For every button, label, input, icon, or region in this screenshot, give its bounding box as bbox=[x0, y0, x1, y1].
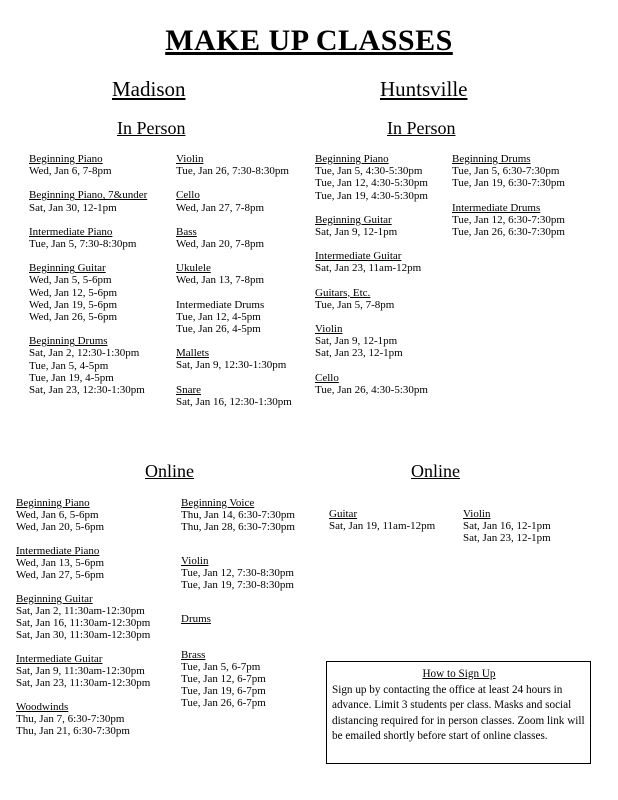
class-time: Sat, Jan 16, 12-1pm bbox=[463, 520, 551, 532]
class-time: Tue, Jan 26, 6-7pm bbox=[181, 697, 266, 709]
class-time: Sat, Jan 16, 11:30am-12:30pm bbox=[16, 617, 151, 629]
class-name: Beginning Guitar bbox=[16, 593, 93, 605]
huntsville-online-right bbox=[463, 508, 593, 556]
huntsville-in-person-left bbox=[315, 153, 450, 408]
class-time: Sat, Jan 9, 11:30am-12:30pm bbox=[16, 665, 145, 677]
class-name: Cello bbox=[315, 371, 339, 384]
schedule-block bbox=[463, 508, 593, 544]
class-time: Sat, Jan 9, 12:30-1:30pm bbox=[176, 359, 287, 372]
class-time: Wed, Jan 27, 5-6pm bbox=[16, 569, 105, 581]
class-time: Thu, Jan 28, 6:30-7:30pm bbox=[181, 521, 295, 533]
class-name: Violin bbox=[176, 153, 204, 165]
class-time: Sat, Jan 23, 12-1pm bbox=[315, 347, 403, 360]
class-time: Sat, Jan 9, 12-1pm bbox=[315, 335, 398, 348]
class-name: Guitar bbox=[329, 508, 358, 520]
huntsville-in-person-right bbox=[452, 153, 592, 250]
class-time: Tue, Jan 26, 7:30-8:30pm bbox=[176, 165, 289, 178]
class-name: Intermediate Piano bbox=[29, 225, 113, 238]
madison-online-left bbox=[16, 497, 171, 749]
class-time: Tue, Jan 12, 6:30-7:30pm bbox=[452, 213, 565, 226]
class-time: Wed, Jan 20, 5-6pm bbox=[16, 521, 105, 533]
schedule-block bbox=[16, 497, 171, 533]
class-name: Bass bbox=[176, 225, 197, 238]
class-time: Tue, Jan 5, 7:30-8:30pm bbox=[29, 238, 137, 251]
madison-in-person-left bbox=[29, 153, 169, 408]
class-time: Tue, Jan 12, 6-7pm bbox=[181, 673, 266, 685]
class-name: Intermediate Drums bbox=[452, 201, 541, 214]
class-time: Tue, Jan 5, 7-8pm bbox=[315, 298, 395, 311]
class-time: Tue, Jan 26, 4:30-5:30pm bbox=[315, 383, 428, 396]
schedule-block bbox=[176, 384, 311, 408]
class-time: Tue, Jan 12, 4-5pm bbox=[176, 310, 261, 323]
class-name: Woodwinds bbox=[16, 701, 69, 713]
schedule-block bbox=[315, 250, 450, 274]
schedule-block bbox=[181, 497, 321, 533]
madison-in-person-right bbox=[176, 153, 311, 420]
location-madison: Madison bbox=[112, 77, 186, 101]
class-time: Thu, Jan 14, 6:30-7:30pm bbox=[181, 509, 295, 521]
class-name: Intermediate Guitar bbox=[315, 250, 402, 263]
class-time: Tue, Jan 26, 4-5pm bbox=[176, 323, 261, 336]
class-name: Beginning Voice bbox=[181, 497, 255, 509]
class-name: Ukulele bbox=[176, 262, 211, 275]
class-name: Beginning Drums bbox=[452, 153, 531, 165]
madison-in-person-heading: In Person bbox=[117, 118, 186, 138]
schedule-block bbox=[29, 226, 169, 250]
class-time: Tue, Jan 19, 6:30-7:30pm bbox=[452, 177, 565, 190]
schedule-block bbox=[29, 189, 169, 213]
class-time: Sat, Jan 30, 12-1pm bbox=[29, 201, 117, 214]
class-time: Tue, Jan 19, 4-5pm bbox=[29, 371, 114, 384]
schedule-block bbox=[176, 153, 311, 177]
class-time: Sat, Jan 16, 12:30-1:30pm bbox=[176, 395, 292, 408]
class-name: Beginning Piano, 7&under bbox=[29, 189, 148, 202]
schedule-block bbox=[176, 189, 311, 213]
class-name: Intermediate Piano bbox=[16, 545, 100, 557]
class-time: Tue, Jan 19, 4:30-5:30pm bbox=[315, 189, 428, 202]
schedule-block bbox=[181, 649, 321, 709]
schedule-block bbox=[181, 555, 321, 591]
class-time: Tue, Jan 5, 4:30-5:30pm bbox=[315, 165, 423, 178]
huntsville-in-person-heading: In Person bbox=[387, 118, 456, 138]
class-name: Snare bbox=[176, 383, 202, 396]
class-time: Wed, Jan 12, 5-6pm bbox=[29, 286, 118, 299]
class-time: Thu, Jan 21, 6:30-7:30pm bbox=[16, 725, 130, 737]
madison-online-right bbox=[181, 497, 321, 731]
signup-body: Sign up by contacting the office at least 24 hours in advance. Limit 3 students per class. Masks and social distancing required for in person classes. Zoom link will be emailed shortly before start of online classes. bbox=[332, 683, 585, 742]
class-time: Tue, Jan 5, 6:30-7:30pm bbox=[452, 165, 560, 178]
class-time: Sat, Jan 2, 11:30am-12:30pm bbox=[16, 605, 145, 617]
schedule-block bbox=[29, 335, 169, 396]
schedule-block bbox=[329, 508, 454, 532]
class-time: Wed, Jan 19, 5-6pm bbox=[29, 298, 118, 311]
schedule-block bbox=[315, 153, 450, 202]
signup-box bbox=[326, 661, 591, 764]
schedule-block bbox=[176, 347, 311, 371]
class-time: Wed, Jan 6, 5-6pm bbox=[16, 509, 99, 521]
class-time: Sat, Jan 23, 11am-12pm bbox=[315, 262, 422, 275]
schedule-block bbox=[315, 287, 450, 311]
signup-heading: How to Sign Up bbox=[422, 668, 496, 680]
class-name: Violin bbox=[463, 508, 491, 520]
schedule-block bbox=[176, 299, 311, 336]
madison-online-heading: Online bbox=[145, 461, 194, 481]
class-name: Brass bbox=[181, 649, 206, 661]
schedule-block bbox=[176, 226, 311, 250]
schedule-block bbox=[452, 202, 592, 239]
class-time: Tue, Jan 19, 7:30-8:30pm bbox=[181, 579, 294, 591]
class-name: Violin bbox=[315, 323, 343, 336]
schedule-block bbox=[176, 262, 311, 286]
schedule-block bbox=[181, 613, 321, 625]
schedule-block bbox=[315, 214, 450, 238]
class-time: Sat, Jan 9, 12-1pm bbox=[315, 226, 398, 239]
class-name: Drums bbox=[181, 613, 211, 625]
schedule-block bbox=[29, 153, 169, 177]
class-time: Wed, Jan 6, 7-8pm bbox=[29, 165, 112, 178]
class-name: Beginning Guitar bbox=[315, 213, 392, 226]
page-title: MAKE UP CLASSES bbox=[165, 24, 453, 57]
class-time: Sat, Jan 23, 11:30am-12:30pm bbox=[16, 677, 151, 689]
class-name: Beginning Piano bbox=[16, 497, 90, 509]
class-time: Wed, Jan 13, 7-8pm bbox=[176, 274, 265, 287]
class-name: Beginning Piano bbox=[315, 153, 389, 165]
class-name: Guitars, Etc. bbox=[315, 286, 371, 299]
schedule-block bbox=[452, 153, 592, 190]
schedule-block bbox=[315, 323, 450, 360]
class-time: Tue, Jan 19, 6-7pm bbox=[181, 685, 266, 697]
schedule-block bbox=[16, 545, 171, 581]
huntsville-online-left bbox=[329, 508, 454, 544]
class-time: Wed, Jan 26, 5-6pm bbox=[29, 311, 118, 324]
schedule-block bbox=[16, 701, 171, 737]
class-time: Tue, Jan 12, 7:30-8:30pm bbox=[181, 567, 294, 579]
class-name: Beginning Piano bbox=[29, 153, 103, 165]
class-time: Wed, Jan 5, 5-6pm bbox=[29, 274, 112, 287]
class-time: Tue, Jan 5, 4-5pm bbox=[29, 359, 109, 372]
class-name: Cello bbox=[176, 189, 200, 202]
schedule-block bbox=[16, 593, 171, 641]
class-time: Tue, Jan 12, 4:30-5:30pm bbox=[315, 177, 428, 190]
schedule-block bbox=[29, 262, 169, 323]
huntsville-online-heading: Online bbox=[411, 461, 460, 481]
class-name: Violin bbox=[181, 555, 209, 567]
class-time: Wed, Jan 13, 5-6pm bbox=[16, 557, 105, 569]
class-time: Tue, Jan 5, 6-7pm bbox=[181, 661, 261, 673]
class-time: Sat, Jan 30, 11:30am-12:30pm bbox=[16, 629, 151, 641]
class-name: Beginning Drums bbox=[29, 335, 108, 348]
class-name: Intermediate Drums bbox=[176, 298, 265, 311]
class-time: Sat, Jan 2, 12:30-1:30pm bbox=[29, 347, 140, 360]
class-time: Thu, Jan 7, 6:30-7:30pm bbox=[16, 713, 125, 725]
schedule-block bbox=[315, 372, 450, 396]
class-time: Sat, Jan 19, 11am-12pm bbox=[329, 520, 436, 532]
class-name: Intermediate Guitar bbox=[16, 653, 103, 665]
schedule-block bbox=[16, 653, 171, 689]
class-time: Sat, Jan 23, 12:30-1:30pm bbox=[29, 384, 145, 397]
class-time: Sat, Jan 23, 12-1pm bbox=[463, 532, 551, 544]
class-name: Beginning Guitar bbox=[29, 262, 106, 275]
class-time: Tue, Jan 26, 6:30-7:30pm bbox=[452, 226, 565, 239]
class-time: Wed, Jan 20, 7-8pm bbox=[176, 238, 265, 251]
location-huntsville: Huntsville bbox=[380, 77, 468, 101]
class-name: Mallets bbox=[176, 347, 209, 360]
class-time: Wed, Jan 27, 7-8pm bbox=[176, 201, 265, 214]
